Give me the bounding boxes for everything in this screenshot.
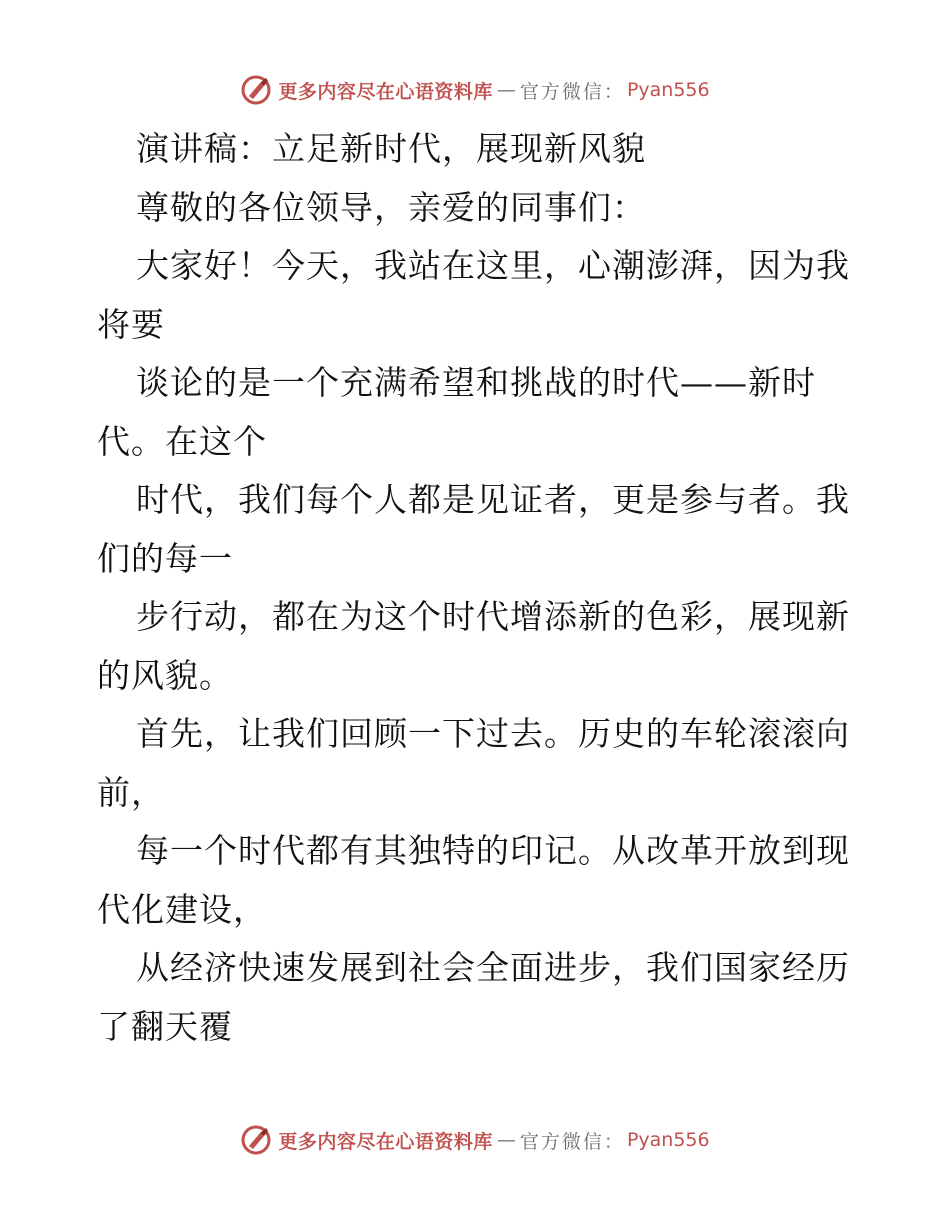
document-title: 演讲稿：立足新时代，展现新风貌 [136, 129, 646, 168]
text-line: 将要 [97, 304, 165, 344]
text-line: 前， [97, 772, 165, 812]
text-line: 代。在这个 [97, 421, 267, 461]
text-line: 谈论的是一个充满希望和挑战的时代——新时 [136, 363, 816, 402]
text-line: 从经济快速发展到社会全面进步，我们国家经历 [136, 948, 850, 987]
footer-watermark [0, 1120, 950, 1160]
watermark-separator: — [496, 1129, 516, 1151]
text-line: 们的每一 [97, 538, 233, 578]
watermark-main-text: 更多内容尽在心语资料库 [278, 80, 493, 103]
text-line: 时代，我们每个人都是见证者，更是参与者。我 [136, 480, 850, 519]
text-line: 首先，让我们回顾一下过去。历史的车轮滚滚向 [136, 714, 850, 753]
watermark-sub-text: 官方微信： [519, 1130, 625, 1153]
text-line: 代化建设， [97, 889, 267, 929]
watermark-separator: — [496, 79, 516, 101]
watermark-wechat-id: Pyan556 [626, 79, 710, 101]
watermark-main-text: 更多内容尽在心语资料库 [278, 1130, 493, 1153]
watermark-wechat-id: Pyan556 [626, 1129, 710, 1151]
document-body [97, 120, 857, 1056]
salutation: 尊敬的各位领导，亲爱的同事们： [136, 187, 646, 227]
text-line: 大家好！今天，我站在这里，心潮澎湃，因为我 [136, 246, 850, 285]
text-line: 的风貌。 [97, 655, 233, 695]
logo-icon [240, 1124, 272, 1156]
watermark-sub-text: 官方微信： [519, 80, 625, 103]
logo-icon [240, 74, 272, 106]
text-line: 步行动，都在为这个时代增添新的色彩，展现新 [136, 597, 850, 636]
text-line: 每一个时代都有其独特的印记。从改革开放到现 [136, 831, 850, 870]
header-watermark [0, 70, 950, 110]
text-line: 了翻天覆 [97, 1006, 233, 1046]
